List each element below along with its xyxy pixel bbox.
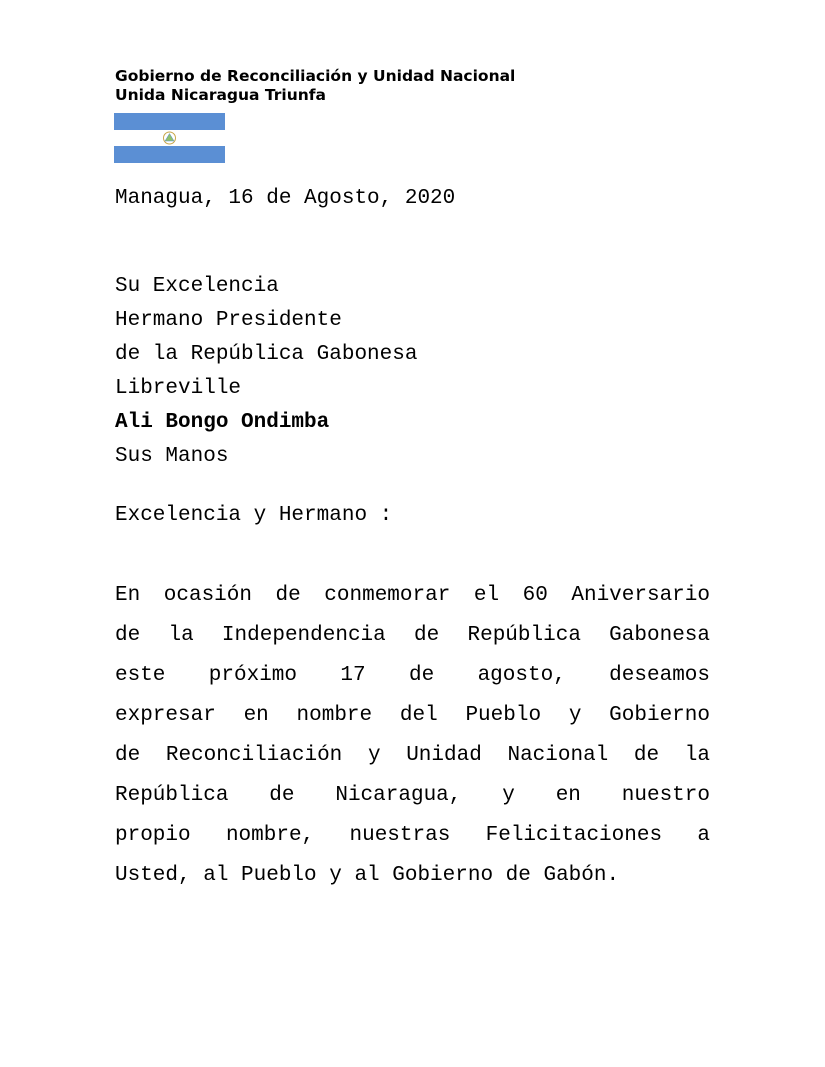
- letterhead-slogan: Unida Nicaragua Triunfa: [115, 86, 327, 104]
- body-line: República de Nicaragua, y en nuestro: [115, 784, 710, 807]
- letter-date: Managua, 16 de Agosto, 2020: [115, 187, 456, 210]
- nicaragua-flag-icon: [114, 113, 225, 163]
- recipient-title: Su Excelencia: [115, 275, 279, 298]
- letter-body: [115, 576, 710, 896]
- body-line: de Reconciliación y Unidad Nacional de la: [115, 744, 710, 767]
- body-line: expresar en nombre del Pueblo y Gobierno: [115, 704, 710, 727]
- recipient-country: de la República Gabonesa: [115, 343, 418, 366]
- recipient-role: Hermano Presidente: [115, 309, 342, 332]
- body-line: de la Independencia de República Gabonesa: [115, 624, 710, 647]
- letterhead: [115, 67, 515, 105]
- recipient-delivery: Sus Manos: [115, 445, 229, 468]
- body-line: propio nombre, nuestras Felicitaciones a: [115, 824, 710, 847]
- body-line: Usted, al Pueblo y al Gobierno de Gabón.: [115, 864, 620, 887]
- recipient-block: [115, 270, 417, 474]
- body-line: En ocasión de conmemorar el 60 Aniversario: [115, 584, 710, 607]
- salutation: Excelencia y Hermano :: [115, 504, 393, 527]
- recipient-city: Libreville: [115, 377, 242, 400]
- letterhead-government-name: Gobierno de Reconciliación y Unidad Nacional: [115, 67, 516, 85]
- recipient-name: Ali Bongo Ondimba: [115, 411, 330, 434]
- body-line: este próximo 17 de agosto, deseamos: [115, 664, 710, 687]
